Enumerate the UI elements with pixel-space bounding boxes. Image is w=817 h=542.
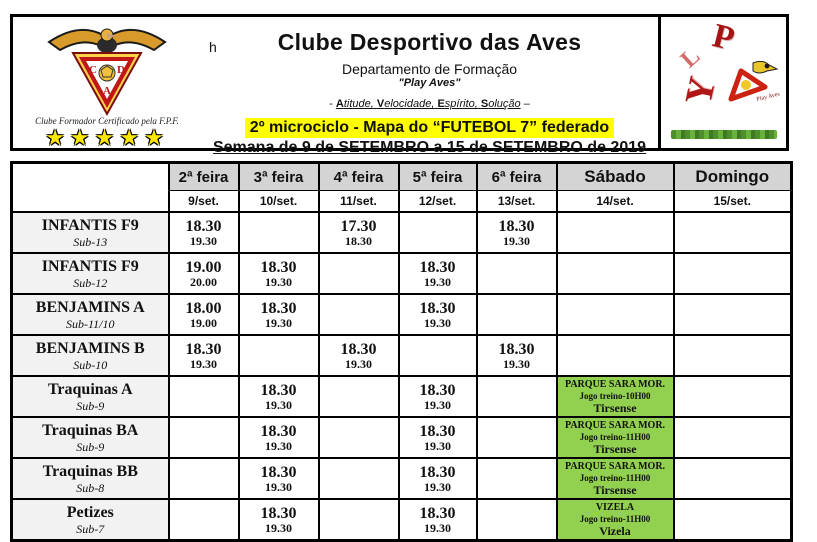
time-primary: 18.30 [260, 381, 297, 399]
event-venue: PARQUE SARA MOR. [564, 379, 666, 390]
day-header-cell: Domingo [674, 163, 792, 191]
time-secondary: 19.30 [503, 233, 530, 248]
team-sub: Sub-11/10 [66, 316, 115, 331]
empty-cell [477, 458, 557, 499]
team-sub: Sub-7 [76, 521, 105, 536]
time-secondary: 19.30 [345, 356, 372, 371]
empty-cell [477, 417, 557, 458]
empty-cell [319, 499, 399, 541]
event-venue: PARQUE SARA MOR. [564, 461, 666, 472]
time-secondary: 19.30 [190, 233, 217, 248]
day-header-cell: 4ª feira [319, 163, 399, 191]
badge-letter-a: A [103, 85, 111, 97]
team-name: Traquinas A [47, 380, 133, 398]
time-primary: 18.30 [419, 299, 456, 317]
training-time-cell [319, 335, 399, 376]
time-secondary: 19.30 [265, 397, 292, 412]
team-name: Traquinas BB [42, 462, 138, 480]
play-aves-quote: "Play Aves" [398, 77, 461, 89]
team-label-cell [12, 376, 169, 417]
event-opponent: Tirsense [593, 442, 637, 456]
training-time-cell [169, 294, 239, 335]
time-secondary: 19.30 [265, 315, 292, 330]
table-row [12, 458, 792, 499]
time-primary: 18.30 [260, 422, 297, 440]
time-secondary: 19.30 [265, 438, 292, 453]
table-row [12, 212, 792, 253]
training-time-cell [169, 335, 239, 376]
day-header-cell: 2ª feira [169, 163, 239, 191]
club-title: Clube Desportivo das Aves [277, 29, 582, 55]
training-time-cell [399, 499, 477, 541]
time-primary: 19.00 [185, 258, 222, 276]
training-time-cell [239, 253, 319, 294]
club-crest [13, 17, 201, 148]
time-secondary: 19.00 [190, 315, 217, 330]
eagle-crest-icon [41, 20, 173, 118]
empty-cell [399, 212, 477, 253]
time-secondary: 19.30 [424, 520, 451, 535]
event-opponent: Tirsense [593, 401, 637, 415]
time-primary: 18.30 [185, 217, 222, 235]
stray-letter: h [209, 39, 217, 55]
empty-cell [674, 376, 792, 417]
time-secondary: 20.00 [190, 274, 217, 289]
event-detail: Jogo treino-10H00 [579, 391, 651, 401]
team-name: INFANTIS F9 [41, 257, 139, 275]
training-time-cell [477, 335, 557, 376]
empty-cell [169, 417, 239, 458]
team-name: Traquinas BA [42, 421, 139, 439]
empty-cell [169, 376, 239, 417]
time-primary: 18.30 [498, 217, 535, 235]
training-time-cell [399, 253, 477, 294]
department-subtitle: Departamento de Formação [341, 61, 518, 77]
badge-letter-c: C [89, 64, 97, 76]
training-time-cell [399, 376, 477, 417]
empty-cell [674, 253, 792, 294]
time-primary: 18.30 [498, 340, 535, 358]
empty-cell [674, 417, 792, 458]
empty-cell [477, 253, 557, 294]
day-header-cell: 6ª feira [477, 163, 557, 191]
badge-letter-d: D [117, 64, 125, 76]
table-row [12, 417, 792, 458]
day-header-cell: 3ª feira [239, 163, 319, 191]
fpf-caption: Clube Formador Certificado pela F.P.F. [35, 116, 179, 126]
team-label-cell [12, 294, 169, 335]
team-name: INFANTIS F9 [41, 216, 139, 234]
time-primary: 18.30 [260, 299, 297, 317]
empty-cell [169, 499, 239, 541]
time-primary: 18.00 [185, 299, 222, 317]
training-time-cell [399, 458, 477, 499]
date-cell: 11/set. [319, 191, 399, 213]
team-sub: Sub-9 [76, 398, 105, 413]
team-name: Petizes [66, 503, 114, 521]
team-sub: Sub-9 [76, 439, 105, 454]
team-label-cell [12, 458, 169, 499]
day-header-cell: Sábado [557, 163, 674, 191]
team-label-cell [12, 253, 169, 294]
microcycle-banner: 2º microciclo - Mapa do “FUTEBOL 7” federado [245, 118, 614, 138]
empty-cell [319, 294, 399, 335]
time-primary: 18.30 [260, 463, 297, 481]
empty-cell [319, 417, 399, 458]
day-header-cell: 5ª feira [399, 163, 477, 191]
table-row [12, 294, 792, 335]
event-detail: Jogo treino-11H00 [579, 473, 651, 483]
empty-cell [319, 253, 399, 294]
table-row [12, 376, 792, 417]
time-primary: 17.30 [340, 217, 377, 235]
motto-words: Atitude, Velocidade, Espírito, Solução [335, 98, 521, 110]
empty-cell [557, 253, 674, 294]
team-label-cell [12, 499, 169, 541]
date-cell: 9/set. [169, 191, 239, 213]
empty-cell [557, 212, 674, 253]
time-primary: 18.30 [419, 381, 456, 399]
time-primary: 18.30 [340, 340, 377, 358]
time-secondary: 19.30 [424, 438, 451, 453]
empty-cell [674, 212, 792, 253]
header-center [201, 17, 658, 156]
time-secondary: 19.30 [265, 520, 292, 535]
play-aves-logo [658, 17, 786, 148]
table-corner-cell [12, 163, 169, 213]
training-time-cell [239, 499, 319, 541]
empty-cell [477, 376, 557, 417]
team-label-cell [12, 212, 169, 253]
play-triangle-bird-icon [723, 61, 781, 107]
event-detail: Jogo treino-11H00 [579, 514, 651, 524]
table-row [12, 253, 792, 294]
play-letter-p: P [708, 17, 739, 58]
training-time-cell [399, 417, 477, 458]
empty-cell [557, 294, 674, 335]
time-primary: 18.30 [185, 340, 222, 358]
event-opponent: Tirsense [593, 483, 637, 497]
club-motto: - Atitude, Velocidade, Espírito, Solução – [329, 98, 530, 110]
table-row [12, 499, 792, 541]
team-name: BENJAMINS B [35, 339, 145, 357]
schedule-table [10, 161, 793, 542]
team-name: BENJAMINS A [35, 298, 145, 316]
match-event-cell [557, 499, 674, 541]
time-secondary: 19.30 [424, 397, 451, 412]
team-sub: Sub-8 [76, 480, 105, 495]
time-primary: 18.30 [419, 422, 456, 440]
grass-strip [671, 130, 777, 139]
training-time-cell [477, 212, 557, 253]
empty-cell [674, 335, 792, 376]
time-primary: 18.30 [260, 504, 297, 522]
date-cell: 10/set. [239, 191, 319, 213]
time-primary: 18.30 [260, 258, 297, 276]
date-cell: 15/set. [674, 191, 792, 213]
empty-cell [169, 458, 239, 499]
training-time-cell [169, 253, 239, 294]
empty-cell [674, 499, 792, 541]
time-secondary: 19.30 [265, 274, 292, 289]
time-secondary: 19.30 [265, 479, 292, 494]
play-letter-l: L [676, 43, 706, 74]
header [10, 14, 789, 156]
training-time-cell [239, 458, 319, 499]
event-opponent: Vizela [599, 524, 631, 538]
time-secondary: 19.30 [424, 315, 451, 330]
time-primary: 18.30 [419, 504, 456, 522]
week-range: Semana de 9 de SETEMBRO a 15 de SETEMBRO de 2019 [212, 139, 647, 156]
event-venue: PARQUE SARA MOR. [564, 420, 666, 431]
training-time-cell [399, 294, 477, 335]
training-time-cell [239, 294, 319, 335]
time-secondary: 19.30 [424, 274, 451, 289]
match-event-cell [557, 458, 674, 499]
time-primary: 18.30 [419, 463, 456, 481]
date-cell: 13/set. [477, 191, 557, 213]
schedule-body [12, 212, 792, 541]
date-cell: 12/set. [399, 191, 477, 213]
event-venue: VIZELA [595, 502, 635, 513]
fpf-stars: ★★★★★ [45, 125, 169, 150]
schedule-head [12, 163, 792, 213]
empty-cell [319, 376, 399, 417]
empty-cell [239, 212, 319, 253]
table-row [12, 335, 792, 376]
match-event-cell [557, 376, 674, 417]
empty-cell [319, 458, 399, 499]
event-detail: Jogo treino-11H00 [579, 432, 651, 442]
training-time-cell [239, 417, 319, 458]
training-time-cell [169, 212, 239, 253]
empty-cell [477, 294, 557, 335]
team-sub: Sub-12 [73, 275, 108, 290]
svg-text:Play Aves: Play Aves [756, 91, 781, 103]
empty-cell [477, 499, 557, 541]
training-time-cell [319, 212, 399, 253]
team-label-cell [12, 417, 169, 458]
empty-cell [557, 335, 674, 376]
team-sub: Sub-10 [73, 357, 108, 372]
time-primary: 18.30 [419, 258, 456, 276]
empty-cell [399, 335, 477, 376]
empty-cell [239, 335, 319, 376]
match-event-cell [557, 417, 674, 458]
team-label-cell [12, 335, 169, 376]
empty-cell [674, 458, 792, 499]
team-sub: Sub-13 [73, 234, 108, 249]
time-secondary: 19.30 [424, 479, 451, 494]
empty-cell [674, 294, 792, 335]
time-secondary: 19.30 [190, 356, 217, 371]
time-secondary: 18.30 [345, 233, 372, 248]
play-letter-y: Y [677, 73, 725, 109]
training-time-cell [239, 376, 319, 417]
date-cell: 14/set. [557, 191, 674, 213]
time-secondary: 19.30 [503, 356, 530, 371]
